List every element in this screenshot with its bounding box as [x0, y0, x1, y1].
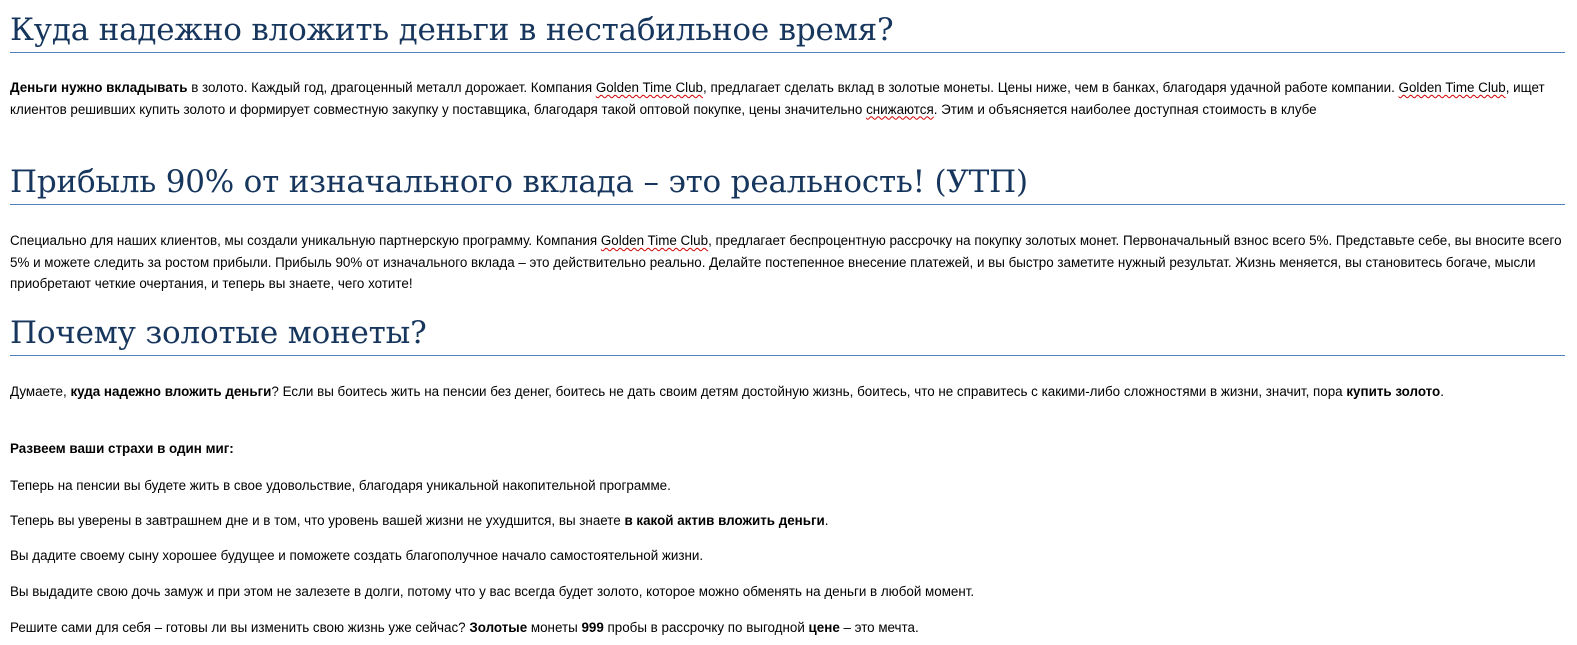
paragraph-daughter	[10, 581, 1565, 603]
text-run: .	[1440, 384, 1444, 399]
paragraph-think-where	[10, 381, 1565, 403]
text-run: .	[824, 513, 829, 528]
heading-profit-90: Прибыль 90% от изначального вклада – это реальность! (УТП)	[10, 163, 1565, 205]
bold-phrase: 999	[581, 620, 604, 635]
brand-name: Golden Time Club	[600, 233, 709, 248]
bold-phrase: куда надежно вложить деньги	[70, 384, 272, 399]
paragraph-partner-program	[10, 230, 1565, 295]
text-run: , предлагает беспроцентную рассрочку на покупку золотых монет. Первоначальный взнос всего 5%. Представьте себе, вы вносите всего 5% и можете следить за ростом прибыли. Прибыль 90% от изначального вклада – это действительно реально. Делайте постепенное внесение платежей, и вы быстро заметите нужный результат. Жизнь меняется, вы становитесь богаче, мысли приобретают четкие очертания, и теперь вы знаете, чего хотите!	[10, 233, 1562, 291]
bold-phrase: цене	[808, 620, 840, 635]
paragraph-son-future	[10, 545, 1565, 567]
paragraph-invest-gold	[10, 77, 1565, 120]
text-run: Теперь на пенсии вы будете жить в свое удовольствие, благодаря уникальной накопительной программе.	[10, 478, 671, 493]
text-run: пробы в рассрочку по выгодной	[603, 620, 809, 635]
brand-name: Golden Time Club	[1398, 80, 1506, 95]
bold-phrase: купить золото	[1346, 384, 1441, 399]
paragraph-fears-title	[10, 438, 1565, 460]
text-run: Теперь вы уверены в завтрашнем дне и в том, что уровень вашей жизни не ухудшится, вы знаете	[10, 513, 625, 528]
text-run: , ищет клиентов решивших купить золото и формирует совместную закупку у поставщика, благодаря такой оптовой покупке, цены значительно	[10, 80, 1545, 117]
text-run: монеты	[527, 620, 582, 635]
paragraph-decide	[10, 617, 1565, 639]
text-run: Вы дадите своему сыну хорошее будущее и поможете создать благополучное начало самостоятельной жизни.	[10, 548, 704, 563]
text-run: , предлагает сделать вклад в золотые монеты. Цены ниже, чем в банках, благодаря удачной работе компании.	[703, 80, 1399, 95]
text-run: – это мечта.	[839, 620, 919, 635]
text-run: Думаете,	[10, 384, 71, 399]
paragraph-confident	[10, 510, 1565, 532]
text-run: Решите сами для себя – готовы ли вы изменить свою жизнь уже сейчас?	[10, 620, 470, 635]
bold-phrase: Развеем ваши страхи в один миг:	[10, 441, 234, 456]
paragraph-pension	[10, 475, 1565, 497]
text-run: . Этим и объясняется наиболее доступная стоимость в клубе	[933, 101, 1317, 117]
misspelled-word: снижаются	[866, 101, 934, 117]
brand-name: Golden Time Club	[595, 80, 703, 95]
text-run: Вы выдадите свою дочь замуж и при этом не залезете в долги, потому что у вас всегда будет золото, которое можно обменять на деньги в любой момент.	[10, 584, 975, 599]
bold-phrase: Золотые	[469, 620, 528, 635]
bold-phrase: в какой актив вложить деньги	[624, 513, 825, 528]
text-run: Специально для наших клиентов, мы создали уникальную партнерскую программу. Компания	[10, 233, 601, 248]
text-run: в золото. Каждый год, драгоценный металл дорожает. Компания	[187, 80, 596, 95]
text-run: ? Если вы боитесь жить на пенсии без денег, боитесь не дать своим детям достойную жизнь, боитесь, что не справитесь с какими-либо сложностями в жизни, значит, пора	[271, 384, 1347, 399]
bold-phrase: Деньги нужно вкладывать	[10, 80, 188, 95]
heading-invest-where: Куда надежно вложить деньги в нестабильное время?	[10, 11, 1565, 53]
heading-why-gold-coins: Почему золотые монеты?	[10, 314, 1565, 356]
